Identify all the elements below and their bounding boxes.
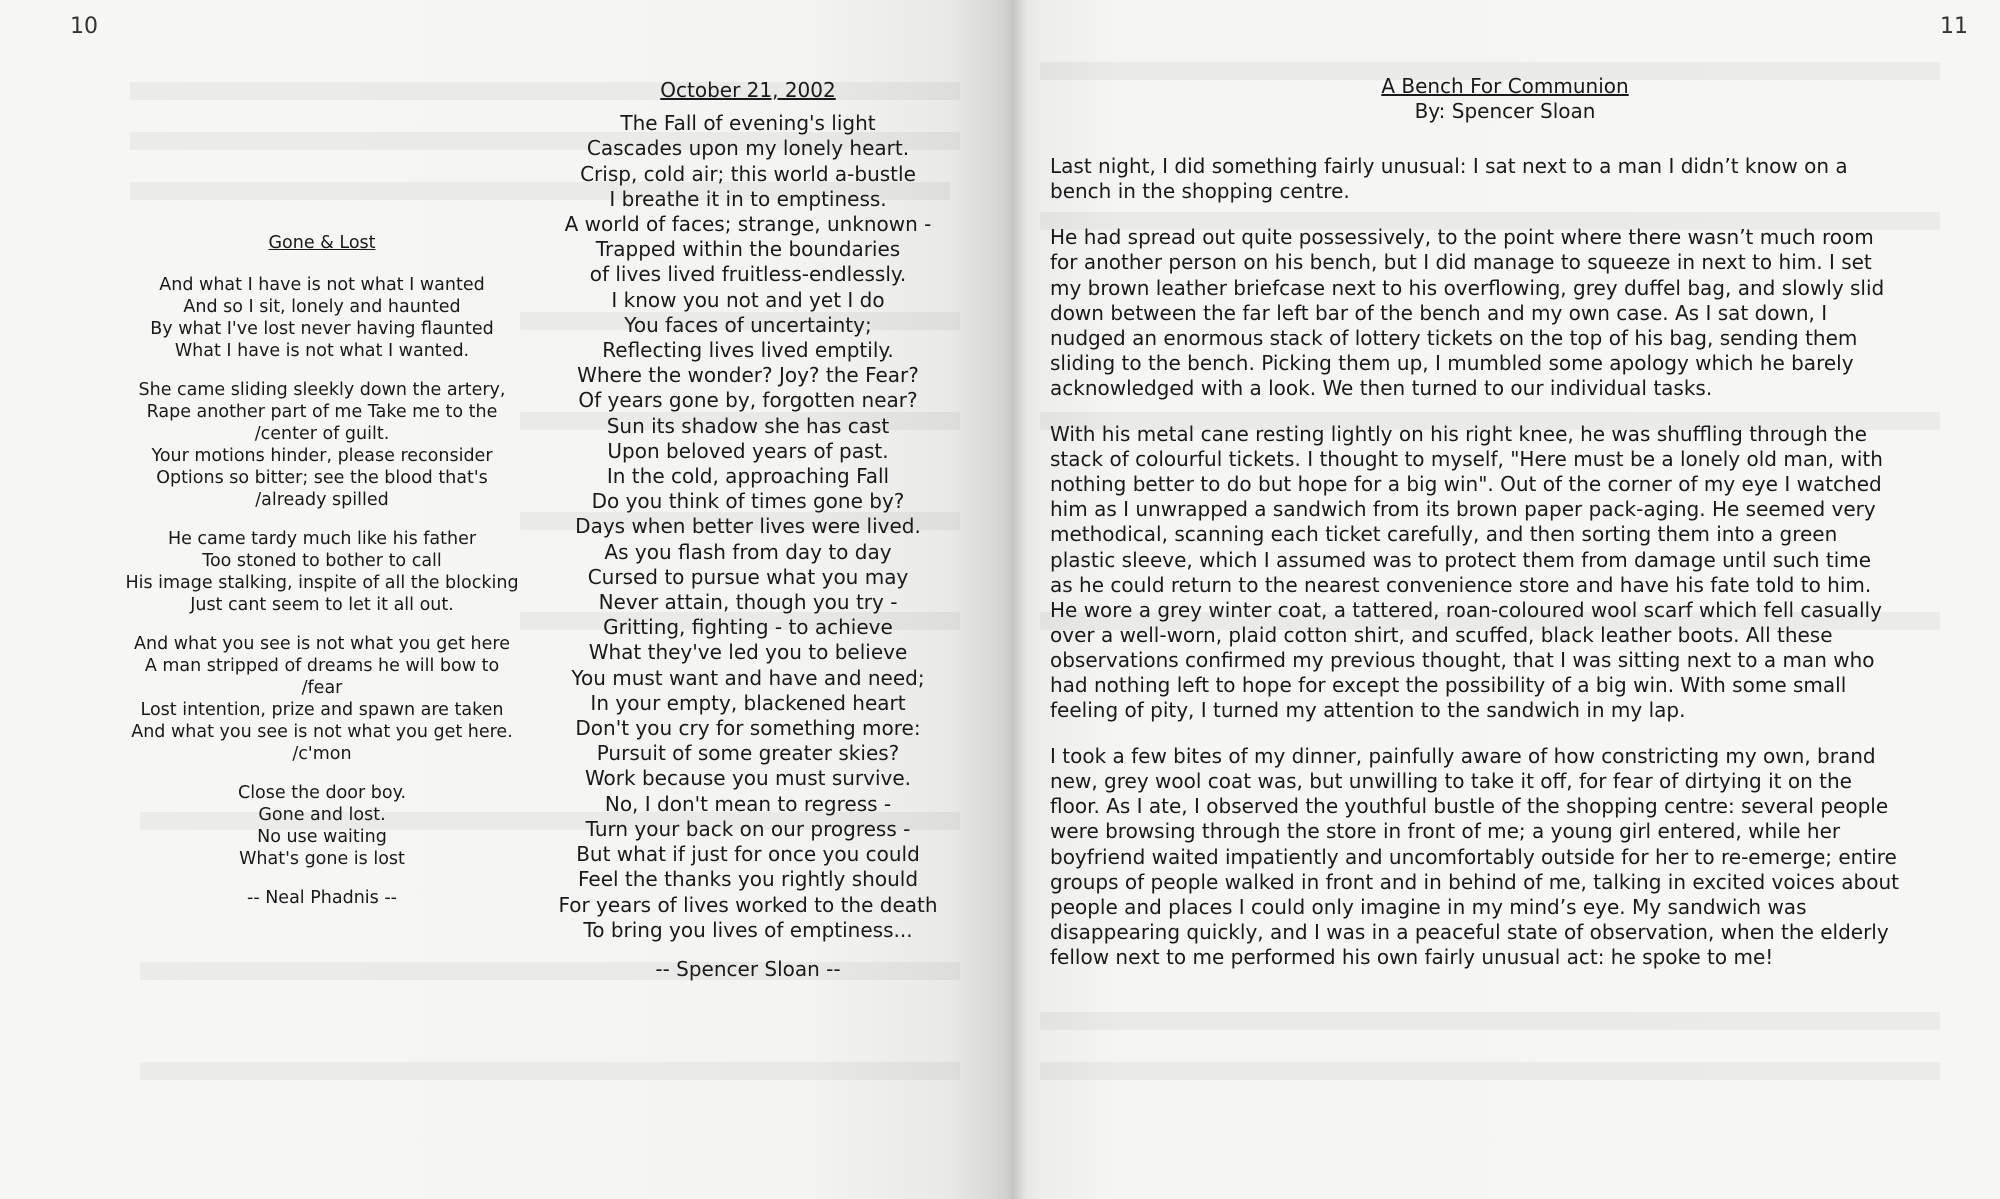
poem-line: You must want and have and need; bbox=[571, 665, 925, 690]
page-number: 11 bbox=[1940, 14, 1968, 39]
poem-stanza bbox=[112, 528, 532, 616]
poem-line: Reflecting lives lived emptily. bbox=[602, 338, 894, 363]
story-a-bench-for-communion bbox=[1050, 74, 1900, 970]
poem-line: /center of guilt. bbox=[254, 424, 390, 444]
poem-line: By what I've lost never having flaunted bbox=[150, 319, 494, 339]
poem-line: Do you think of times gone by? bbox=[591, 489, 905, 514]
poem-line: Lost intention, prize and spawn are taken bbox=[140, 700, 504, 720]
story-paragraph: With his metal cane resting lightly on his right knee, he was shuffling through the stack of colourful tickets. I thought to myself, "Here must be a lonely old man, with nothing better to do but hope for a big win". Out of the corner of my eye I watched him as I unwrapped a sandwich from its brown paper pack-aging. He seemed very methodical, scanning each ticket carefully, and then sorting them into a green plastic sleeve, which I assumed was to protect them from damage until such time as he could return to the nearest convenience store and have his fate told to him. He wore a grey winter coat, a tattered, roan-coloured wool scarf which fell casually over a well-worn, plaid cotton shirt, and scuffed, black leather boots. All these observations confirmed my previous thought, that I was sitting next to a man who had nothing left to hope for except the possibility of a big win. With some small feeling of pity, I turned my attention to the sandwich in my lap. bbox=[1050, 422, 1883, 723]
poem-line: In the cold, approaching Fall bbox=[606, 464, 890, 489]
poem-line: Crisp, cold air; this world a-bustle bbox=[580, 161, 916, 186]
poem-line: Days when better lives were lived. bbox=[575, 514, 921, 539]
poem-line: You faces of uncertainty; bbox=[624, 312, 872, 337]
poem-line: No, I don't mean to regress - bbox=[604, 791, 892, 816]
poem-line: And what you see is not what you get here bbox=[134, 634, 510, 654]
poem-line: Your motions hinder, please reconsider bbox=[151, 446, 493, 466]
poem-title: October 21, 2002 bbox=[660, 78, 836, 102]
poem-line: of lives lived fruitless-endlessly. bbox=[589, 262, 907, 287]
poem-line: Gritting, fighting - to achieve bbox=[603, 615, 893, 640]
poem-stanza bbox=[112, 782, 532, 870]
poem-author: -- Neal Phadnis -- bbox=[247, 888, 397, 908]
story-byline: By: Spencer Sloan bbox=[1414, 99, 1596, 124]
poem-line: Where the wonder? Joy? the Fear? bbox=[577, 363, 919, 388]
poem-line: In your empty, blackened heart bbox=[590, 690, 906, 715]
poem-line: What I have is not what I wanted. bbox=[174, 341, 470, 361]
poem-line: Close the door boy. bbox=[237, 783, 407, 803]
poem-line: Never attain, though you try - bbox=[598, 590, 898, 615]
poem-title: Gone & Lost bbox=[268, 233, 376, 253]
poem-stanza bbox=[112, 274, 532, 362]
poem-line: His image stalking, inspite of all the blocking bbox=[125, 573, 519, 593]
poem-stanza bbox=[112, 633, 532, 765]
story-paragraph: I took a few bites of my dinner, painfully aware of how constricting my own, brand new, grey wool coat was, but unwilling to take it off, for fear of dirtying it on the floor. As I ate, I observed the youthful bustle of the shopping centre: several people were browsing through the store in front of me; a young girl entered, while her boyfriend waited impatiently and uncomfortably outside for her to re-emerge; entire groups of people walked in front and in behind of me, talking in excited voices about people and places I could only imagine in my mind’s eye. My sandwich was disappearing quickly, and I was in a peaceful state of observation, when the elderly fellow next to me performed his own fairly unusual act: he spoke to me! bbox=[1050, 744, 1899, 969]
poem-stanza bbox=[112, 379, 532, 511]
poem-line: What's gone is lost bbox=[239, 849, 405, 869]
poem-line: No use waiting bbox=[257, 827, 387, 847]
poem-line: Of years gone by, forgotten near? bbox=[578, 388, 918, 413]
poem-line: A world of faces; strange, unknown - bbox=[564, 212, 932, 237]
story-paragraph: He had spread out quite possessively, to the point where there wasn’t much room for another person on his bench, but I did manage to squeeze in next to him. I set my brown leather briefcase next to his overflowing, grey duffel bag, and slowly slid down between the far left bar of the bench and my own case. As I sat down, I nudged an enormous stack of lottery tickets on the top of his bag, sending them sliding to the bench. Picking them up, I mumbled some apology which he barely acknowledged with a look. We then turned to our individual tasks. bbox=[1050, 225, 1885, 400]
poem-line: As you flash from day to day bbox=[604, 539, 892, 564]
poem-line: Trapped within the boundaries bbox=[595, 237, 901, 262]
poem-line: The Fall of evening's light bbox=[620, 111, 876, 136]
poem-line: I know you not and yet I do bbox=[611, 287, 885, 312]
poem-line: Upon beloved years of past. bbox=[607, 438, 889, 463]
poem-line: But what if just for once you could bbox=[576, 842, 920, 867]
poem-line: And what I have is not what I wanted bbox=[159, 275, 485, 295]
poem-line: Don't you cry for something more: bbox=[575, 716, 921, 741]
poem-line: Cursed to pursue what you may bbox=[587, 564, 909, 589]
page-number: 10 bbox=[70, 14, 98, 39]
poem-lines bbox=[520, 111, 976, 943]
poem-line: She came sliding sleekly down the artery, bbox=[138, 380, 506, 400]
poem-line: Sun its shadow she has cast bbox=[606, 413, 890, 438]
story-heading bbox=[1110, 74, 1900, 124]
poem-line: Work because you must survive. bbox=[584, 766, 912, 791]
poem-line: He came tardy much like his father bbox=[167, 529, 477, 549]
poem-line: I breathe it in to emptiness. bbox=[609, 186, 887, 211]
poem-line: What they've led you to believe bbox=[588, 640, 908, 665]
poem-line: And so I sit, lonely and haunted bbox=[183, 297, 461, 317]
story-body bbox=[1050, 154, 1900, 970]
poem-line: /already spilled bbox=[255, 490, 389, 510]
poem-line: Feel the thanks you rightly should bbox=[577, 867, 919, 892]
poem-line: Just cant seem to let it all out. bbox=[190, 595, 454, 615]
poem-line: For years of lives worked to the death bbox=[558, 892, 938, 917]
poem-stanzas bbox=[112, 274, 532, 870]
poem-gone-and-lost bbox=[112, 232, 532, 909]
poem-line: Options so bitter; see the blood that's bbox=[156, 468, 488, 488]
poem-author: -- Spencer Sloan -- bbox=[655, 956, 841, 981]
poem-line: A man stripped of dreams he will bow to bbox=[144, 656, 500, 676]
poem-line: /c'mon bbox=[292, 744, 352, 764]
story-paragraph: Last night, I did something fairly unusual: I sat next to a man I didn’t know on a bench in the shopping centre. bbox=[1050, 154, 1848, 204]
poem-october-21-2002 bbox=[520, 78, 976, 982]
poem-line: To bring you lives of emptiness... bbox=[583, 917, 913, 942]
poem-line: And what you see is not what you get here. bbox=[131, 722, 513, 742]
poem-line: Turn your back on our progress - bbox=[585, 816, 911, 841]
poem-line: Gone and lost. bbox=[258, 805, 386, 825]
poem-line: Too stoned to bother to call bbox=[202, 551, 442, 571]
poem-line: Rape another part of me Take me to the bbox=[146, 402, 498, 422]
poem-line: Cascades upon my lonely heart. bbox=[586, 136, 910, 161]
right-page bbox=[1000, 0, 2000, 1199]
poem-line: /fear bbox=[301, 678, 343, 698]
poem-line: Pursuit of some greater skies? bbox=[596, 741, 900, 766]
story-title: A Bench For Communion bbox=[1381, 74, 1629, 98]
